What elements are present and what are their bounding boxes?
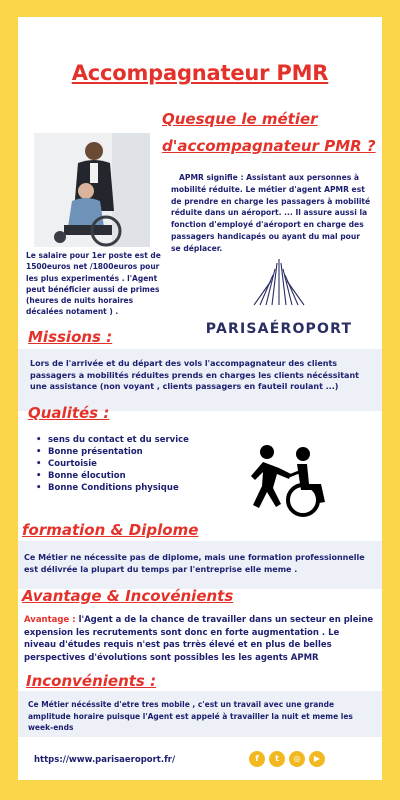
avantage-heading: Avantage & Incovénients [22, 587, 234, 605]
avantage-body: l'Agent a de la chance de travailler dans un secteur en pleine expension les recrutements sont donc en forte augmentation . Le niveau d'études requis n'est pas trrès élevé et en plus de belles perspectives d'évolutions sont possibles les les agents APMR [24, 615, 374, 663]
missions-heading: Missions : [28, 328, 113, 346]
logo-wordmark: PARISAÉROPORT [205, 321, 353, 337]
avantage-label: Avantage : [24, 615, 76, 625]
formation-heading: formation & Diplome [22, 521, 199, 539]
assisted-wheelchair-icon [243, 432, 331, 528]
avantage-text [24, 614, 374, 664]
page-title: Accompagnateur PMR [71, 61, 329, 85]
list-item: • Bonne Conditions physique [34, 482, 189, 494]
list-item: • Bonne élocution [34, 470, 189, 482]
inconvenients-text: Ce Métier nécéssite d'etre tres mobile , c'est un travail avec une grande amplitude horaire puisque l'Agent est appelé à travailler la nuit et meme les week-ends [28, 700, 353, 732]
list-item: • Courtoisie [34, 458, 189, 470]
salary-text: Le salaire pour 1er poste est de 1500euros net /1800euros pour les plus experimentés . l'Agent peut bénéficier aussi de primes (heures de nuits horaires décalées notament ) . [26, 251, 161, 317]
website-link[interactable]: https://www.parisaeroport.fr/ [34, 755, 176, 765]
definition-text: APMR signifie : Assistant aux personnes à mobilité réduite. Le métier d'agent APMR est de prendre en charge les passagers à mobilité réduite dans un aéroport. ... Il assure aussi la fonction d'employé d'aéroport en charge des passagers handicapés ou ayant du mal pour se déplacer. [171, 173, 371, 253]
infographic-card [18, 17, 382, 780]
twitter-icon[interactable]: t [269, 751, 285, 767]
agent-wheelchair-photo [34, 133, 150, 247]
facebook-icon[interactable]: f [249, 751, 265, 767]
youtube-icon[interactable]: ▶ [309, 751, 325, 767]
formation-text: Ce Métier ne nécessite pas de diplome, mais une formation professionnelle est délivrée la plupart du temps par l'entreprise elle meme . [24, 553, 365, 574]
question-heading-line2: d'accompagnateur PMR ? [162, 137, 376, 155]
list-item: • sens du contact et du service [34, 434, 189, 446]
list-item: • Bonne présentation [34, 446, 189, 458]
inconvenients-heading: Inconvénients : [26, 672, 157, 690]
instagram-icon[interactable]: ◎ [289, 751, 305, 767]
qualites-heading: Qualités : [28, 404, 110, 422]
qualites-list [34, 434, 189, 494]
paris-aeroport-logo [204, 257, 354, 343]
missions-text: Lors de l'arrivée et du départ des vols l'accompagnateur des clients passagers a mobilités réduites prends en charges les clients nécéssitant une assistance (non voyant , clients passagers en fauteil roulant ...) [30, 359, 359, 391]
question-heading-line1: Quesque le métier [162, 110, 318, 128]
